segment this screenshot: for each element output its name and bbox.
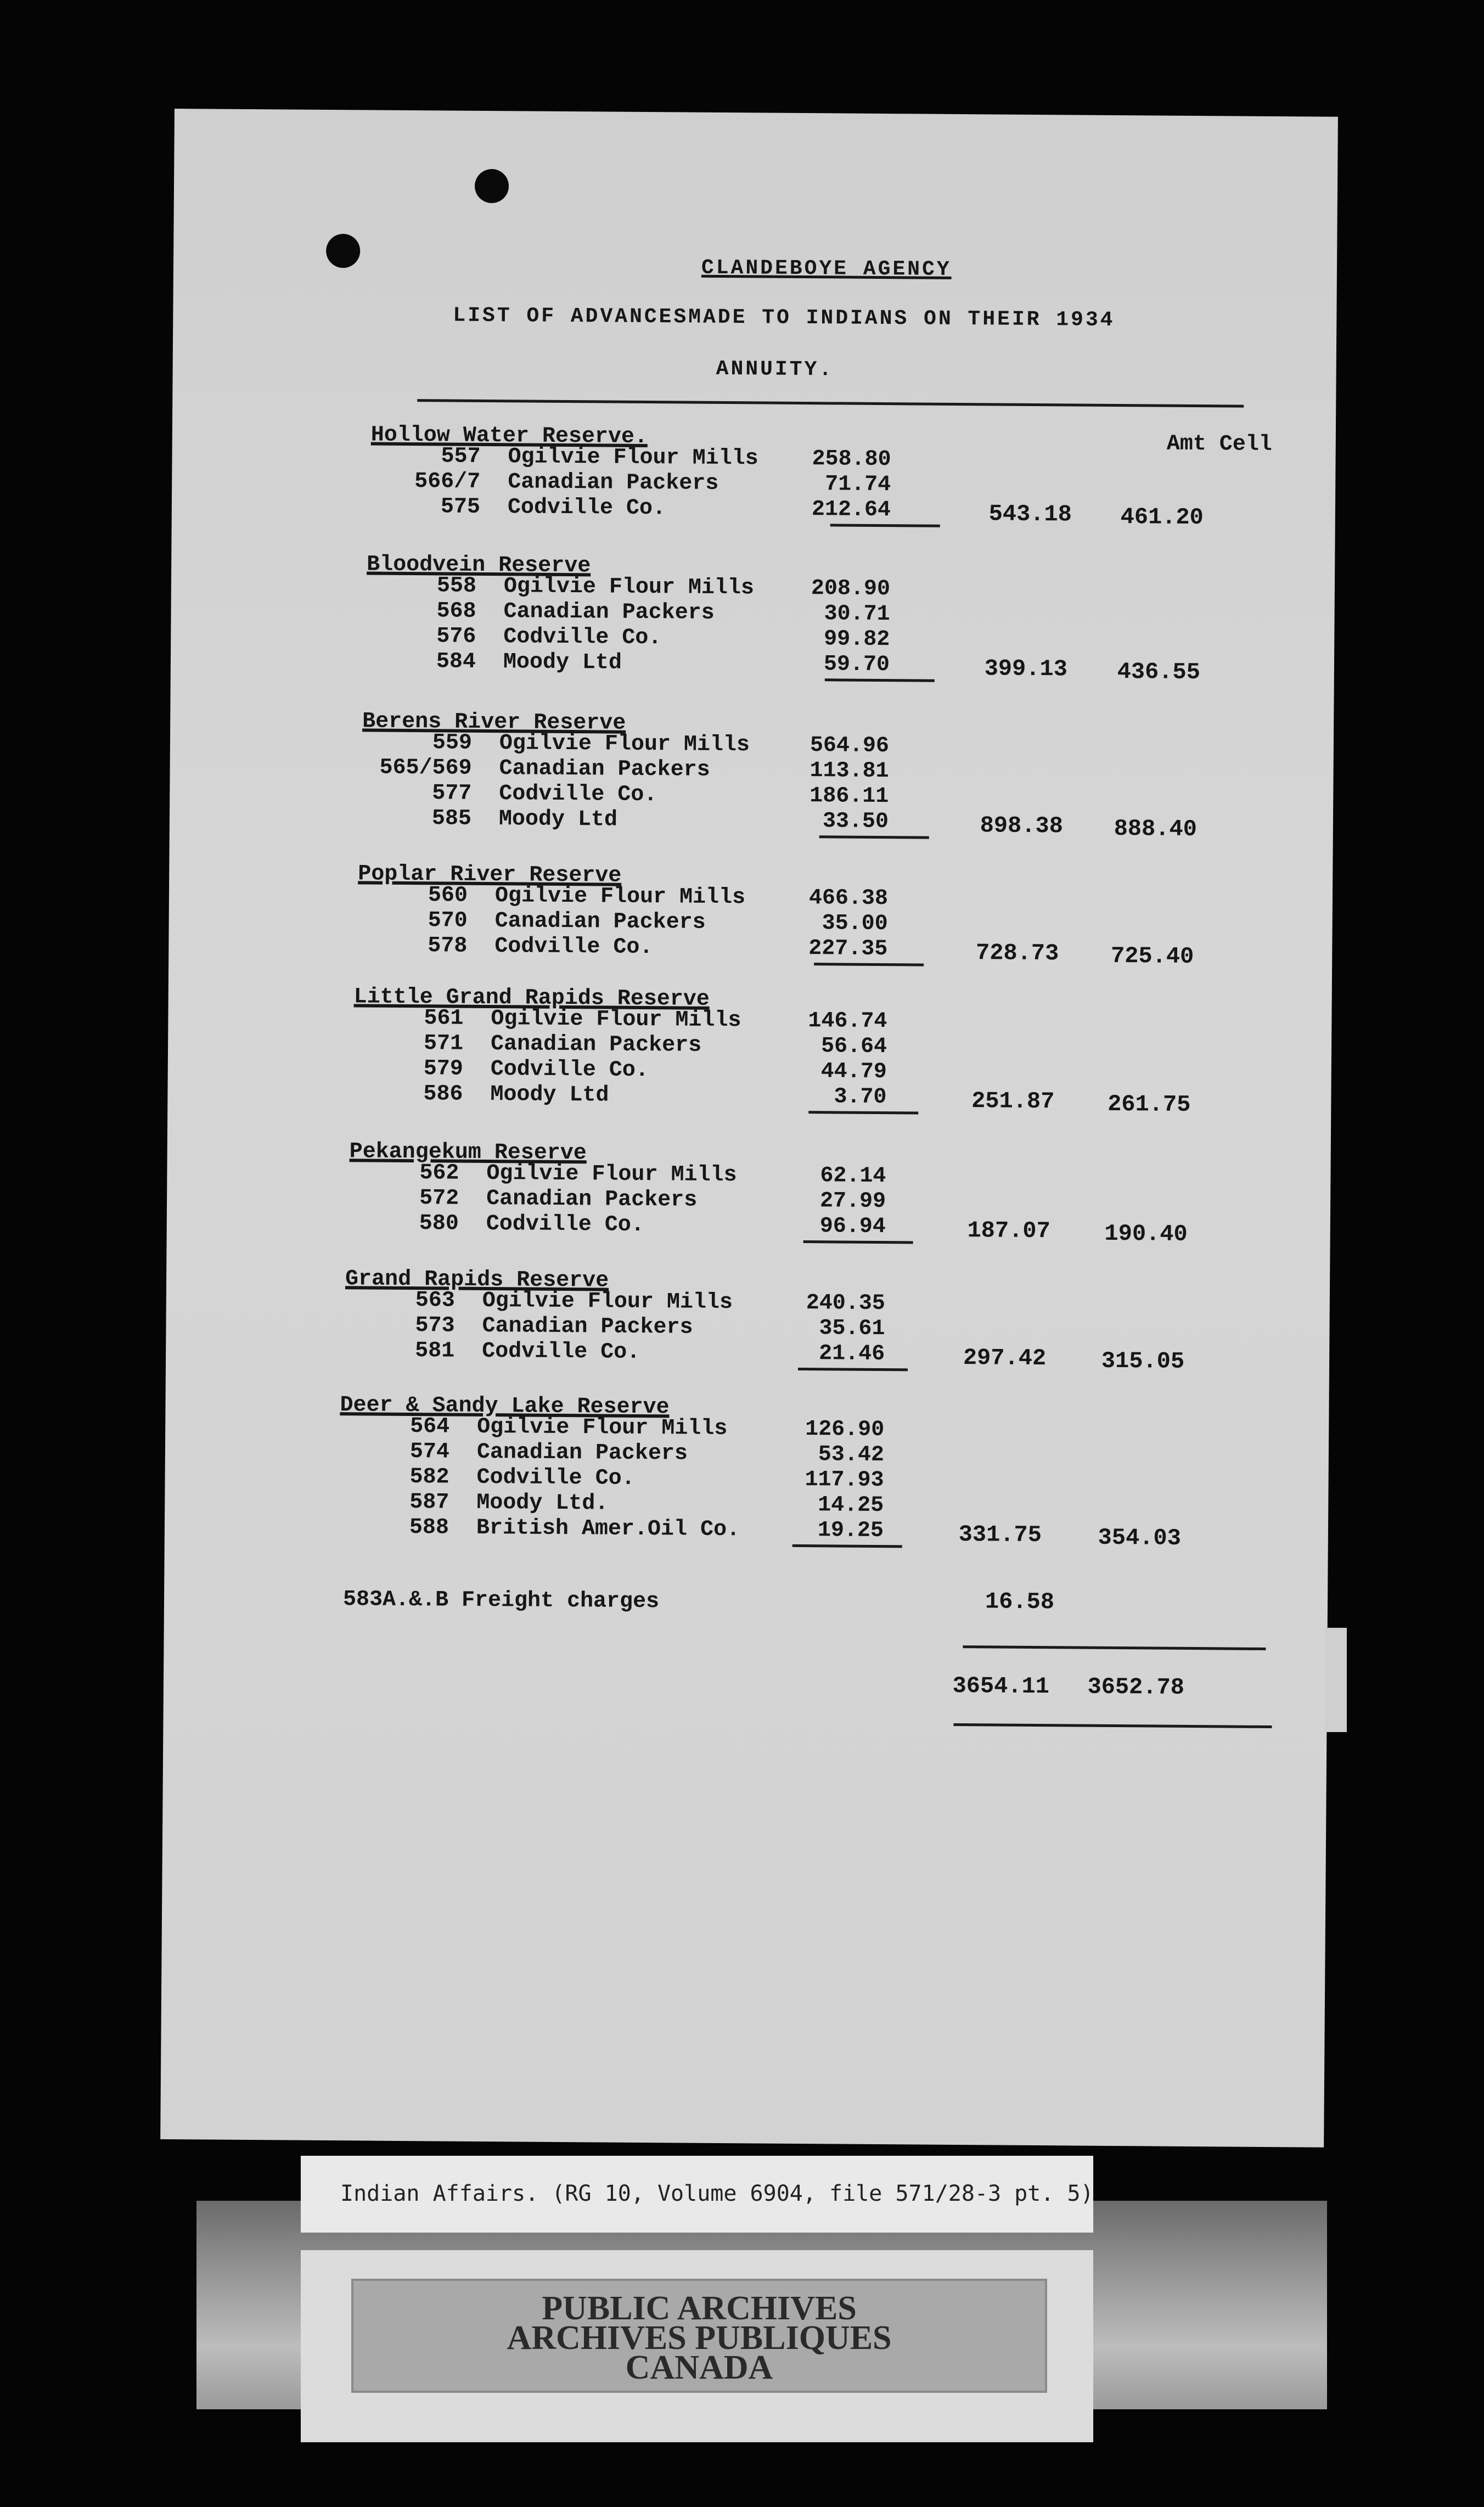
- advance-amount: 466.38: [808, 886, 889, 912]
- vendor-name: Ogilvie Flour Mills: [482, 1288, 733, 1316]
- list-heading-annuity: ANNUITY.: [716, 357, 834, 382]
- advance-row: [348, 443, 897, 473]
- voucher-number: 570: [428, 908, 468, 934]
- reserve-cell-amount: 461.20: [1120, 504, 1204, 531]
- voucher-number: 582: [409, 1465, 449, 1490]
- voucher-number: 573: [415, 1313, 455, 1339]
- grand-total-cell: 3652.78: [1087, 1673, 1185, 1701]
- sheet-edge: [1325, 1628, 1347, 1732]
- advance-amount: 14.25: [818, 1493, 884, 1519]
- reserve-title: Bloodvein Reserve: [367, 552, 591, 579]
- grand-total-rule-bottom: [953, 1723, 1272, 1728]
- advance-row: [318, 1414, 885, 1443]
- reserve-total: 331.75: [958, 1521, 1042, 1549]
- voucher-number: 581: [415, 1339, 455, 1364]
- reserve-total: 543.18: [988, 501, 1072, 528]
- advance-amount: 212.64: [811, 497, 891, 523]
- heading-rule: [417, 399, 1244, 408]
- reserve-total: 297.42: [963, 1345, 1047, 1372]
- subtotal-rule: [792, 1544, 902, 1548]
- vendor-name: Ogilvie Flour Mills: [477, 1414, 728, 1442]
- agency-title: CLANDEBOYE AGENCY: [701, 256, 952, 282]
- voucher-number: 576: [436, 624, 476, 649]
- reserve-total: 898.38: [980, 812, 1064, 840]
- voucher-number: 566/7: [414, 469, 481, 494]
- vendor-name: Canadian Packers: [503, 599, 715, 626]
- advance-amount: 59.70: [823, 652, 890, 678]
- stamp-line-1: PUBLIC ARCHIVES: [542, 2290, 857, 2327]
- advance-row: [340, 780, 889, 810]
- voucher-number: 565/569: [379, 755, 472, 781]
- vendor-name: Codville Co.: [490, 1057, 649, 1083]
- advance-amount: 44.79: [820, 1059, 887, 1085]
- voucher-number: 558: [436, 574, 477, 599]
- advance-amount: 27.99: [819, 1189, 886, 1215]
- vendor-name: Canadian Packers: [508, 470, 719, 496]
- advance-row: [336, 908, 888, 937]
- reserve-cell-amount: 261.75: [1107, 1091, 1191, 1118]
- advance-amount: 30.71: [824, 602, 890, 627]
- advance-row: [331, 1031, 887, 1060]
- advance-amount: 146.74: [808, 1009, 887, 1035]
- stamp-line-3: CANADA: [625, 2349, 773, 2386]
- subtotal-rule: [819, 835, 929, 839]
- advance-amount: 117.93: [805, 1468, 884, 1493]
- punch-hole: [475, 169, 509, 203]
- column-header-cell: Amt Cell: [1166, 431, 1272, 457]
- reserve-title: Grand Rapids Reserve: [345, 1267, 609, 1294]
- reserve-cell-amount: 315.05: [1101, 1347, 1185, 1375]
- vendor-name: Ogilvie Flour Mills: [503, 574, 755, 601]
- vendor-name: Codville Co.: [507, 495, 666, 521]
- advance-amount: 33.50: [822, 809, 889, 835]
- stamp-line-2: ARCHIVES PUBLIQUES: [507, 2319, 892, 2357]
- advance-row: [345, 573, 893, 602]
- advance-row: [323, 1338, 885, 1367]
- vendor-name: Codville Co.: [503, 625, 662, 651]
- voucher-number: 588: [409, 1515, 449, 1541]
- voucher-number: 575: [440, 494, 481, 520]
- vendor-name: Ogilvie Flour Mills: [499, 731, 750, 758]
- voucher-number: 587: [409, 1490, 449, 1515]
- grand-total: 3654.11: [952, 1672, 1050, 1700]
- voucher-number: 564: [410, 1414, 450, 1440]
- advance-row: [340, 730, 889, 759]
- freight-amount: 16.58: [985, 1588, 1055, 1616]
- advance-row: [323, 1313, 885, 1342]
- reserve-title: Pekangekum Reserve: [349, 1139, 587, 1166]
- vendor-name: Moody Ltd: [498, 807, 618, 833]
- archival-label: [301, 2156, 1093, 2233]
- vendor-name: Canadian Packers: [486, 1187, 698, 1213]
- reserve-title: Deer & Sandy Lake Reserve: [340, 1393, 670, 1420]
- advance-amount: 99.82: [824, 627, 890, 653]
- advance-amount: 35.00: [822, 911, 888, 937]
- advance-row: [331, 1005, 887, 1035]
- voucher-number: 577: [432, 781, 472, 806]
- reserve-total: 187.07: [967, 1217, 1050, 1245]
- advance-row: [318, 1439, 885, 1468]
- voucher-number: 584: [436, 649, 476, 674]
- reserve-cell-amount: 190.40: [1104, 1220, 1188, 1247]
- advance-row: [348, 494, 897, 523]
- voucher-number: 568: [436, 599, 476, 624]
- advance-row: [323, 1288, 885, 1317]
- voucher-number: 563: [415, 1288, 456, 1313]
- list-heading: LIST OF ADVANCESMADE TO INDIANS ON THEIR 1934: [453, 303, 1115, 332]
- voucher-number: 574: [409, 1440, 450, 1465]
- reserve-cell-amount: 354.03: [1098, 1524, 1182, 1552]
- advance-amount: 71.74: [825, 472, 891, 498]
- voucher-number: 561: [424, 1006, 464, 1031]
- advance-amount: 3.70: [834, 1084, 887, 1110]
- voucher-number: 580: [419, 1211, 459, 1236]
- vendor-name: Canadian Packers: [482, 1313, 693, 1340]
- vendor-name: Canadian Packers: [476, 1440, 688, 1466]
- voucher-number: 560: [428, 883, 468, 908]
- advance-row: [348, 469, 897, 498]
- vendor-name: Ogilvie Flour Mills: [494, 884, 746, 910]
- advance-row: [327, 1211, 886, 1240]
- advance-amount: 21.46: [819, 1341, 885, 1367]
- advance-row: [344, 649, 893, 678]
- advance-amount: 208.90: [811, 576, 891, 602]
- advance-amount: 19.25: [817, 1518, 884, 1544]
- advance-amount: 56.64: [820, 1034, 887, 1060]
- subtotal-rule: [798, 1368, 908, 1371]
- voucher-number: 557: [441, 444, 481, 469]
- reserve-title: Poplar River Reserve: [358, 862, 622, 889]
- advance-amount: 258.80: [812, 447, 891, 473]
- vendor-name: Moody Ltd: [503, 650, 622, 676]
- vendor-name: Codville Co.: [494, 934, 653, 960]
- advance-row: [317, 1464, 884, 1493]
- reserve-cell-amount: 436.55: [1117, 659, 1201, 686]
- reserve-cell-amount: 725.40: [1110, 942, 1194, 970]
- archives-stamp: [351, 2279, 1047, 2393]
- voucher-number: 585: [431, 806, 472, 831]
- vendor-name: Ogilvie Flour Mills: [508, 445, 758, 471]
- vendor-name: British Amer.Oil Co.: [476, 1515, 740, 1543]
- vendor-name: Ogilvie Flour Mills: [491, 1007, 741, 1033]
- advance-amount: 53.42: [818, 1442, 885, 1468]
- advance-row: [344, 623, 893, 653]
- punch-hole: [326, 234, 360, 268]
- reserve-total: 399.13: [984, 655, 1068, 683]
- advance-row: [344, 598, 893, 627]
- reserve-title: Berens River Reserve: [362, 709, 626, 736]
- subtotal-rule: [814, 963, 924, 966]
- advance-amount: 564.96: [810, 733, 890, 759]
- archival-reference: Indian Affairs. (RG 10, Volume 6904, file 571/28-3 pt. 5): [340, 2181, 1094, 2206]
- advance-amount: 227.35: [808, 936, 888, 962]
- advance-row: [340, 755, 889, 784]
- reserve-title: Little Grand Rapids Reserve: [353, 985, 710, 1012]
- advance-amount: 96.94: [819, 1214, 886, 1240]
- advance-row: [327, 1185, 886, 1215]
- reserve-cell-amount: 888.40: [1114, 815, 1198, 843]
- voucher-number: 572: [419, 1186, 459, 1211]
- freight-label: 583A.&.B Freight charges: [342, 1587, 660, 1615]
- reserve-title: Hollow Water Reserve.: [370, 423, 648, 450]
- voucher-number: 578: [428, 934, 468, 959]
- advance-row: [331, 1056, 887, 1085]
- voucher-number: 586: [423, 1082, 463, 1107]
- advance-row: [317, 1489, 884, 1519]
- advance-row: [335, 933, 888, 962]
- vendor-name: Codville Co.: [499, 782, 657, 808]
- advance-amount: 35.61: [819, 1316, 885, 1342]
- voucher-number: 579: [423, 1056, 463, 1082]
- advance-row: [340, 806, 889, 835]
- advance-amount: 126.90: [805, 1417, 885, 1443]
- reserve-total: 728.73: [975, 940, 1059, 967]
- vendor-name: Codville Co.: [486, 1212, 645, 1238]
- voucher-number: 559: [432, 730, 473, 756]
- subtotal-rule: [825, 678, 935, 682]
- subtotal-rule: [803, 1240, 913, 1244]
- vendor-name: Ogilvie Flour Mills: [486, 1161, 737, 1188]
- vendor-name: Canadian Packers: [499, 756, 710, 783]
- subtotal-rule: [808, 1111, 918, 1114]
- voucher-number: 562: [419, 1161, 459, 1186]
- advance-row: [317, 1515, 884, 1544]
- voucher-number: 571: [423, 1031, 464, 1056]
- advance-amount: 62.14: [820, 1163, 886, 1189]
- advance-row: [331, 1081, 887, 1110]
- vendor-name: Codville Co.: [476, 1465, 635, 1491]
- advance-row: [336, 882, 889, 912]
- vendor-name: Moody Ltd: [490, 1082, 609, 1108]
- subtotal-rule: [830, 524, 940, 527]
- advance-amount: 186.11: [810, 784, 889, 810]
- advance-amount: 240.35: [806, 1291, 885, 1317]
- reserve-total: 251.87: [971, 1088, 1055, 1115]
- grand-total-rule-top: [963, 1645, 1266, 1650]
- advance-row: [327, 1160, 886, 1189]
- vendor-name: Codville Co.: [482, 1339, 640, 1365]
- advance-amount: 113.81: [810, 758, 889, 784]
- document-sheet: [160, 109, 1338, 2148]
- vendor-name: Canadian Packers: [490, 1032, 702, 1058]
- vendor-name: Canadian Packers: [494, 909, 706, 935]
- vendor-name: Moody Ltd.: [476, 1490, 609, 1516]
